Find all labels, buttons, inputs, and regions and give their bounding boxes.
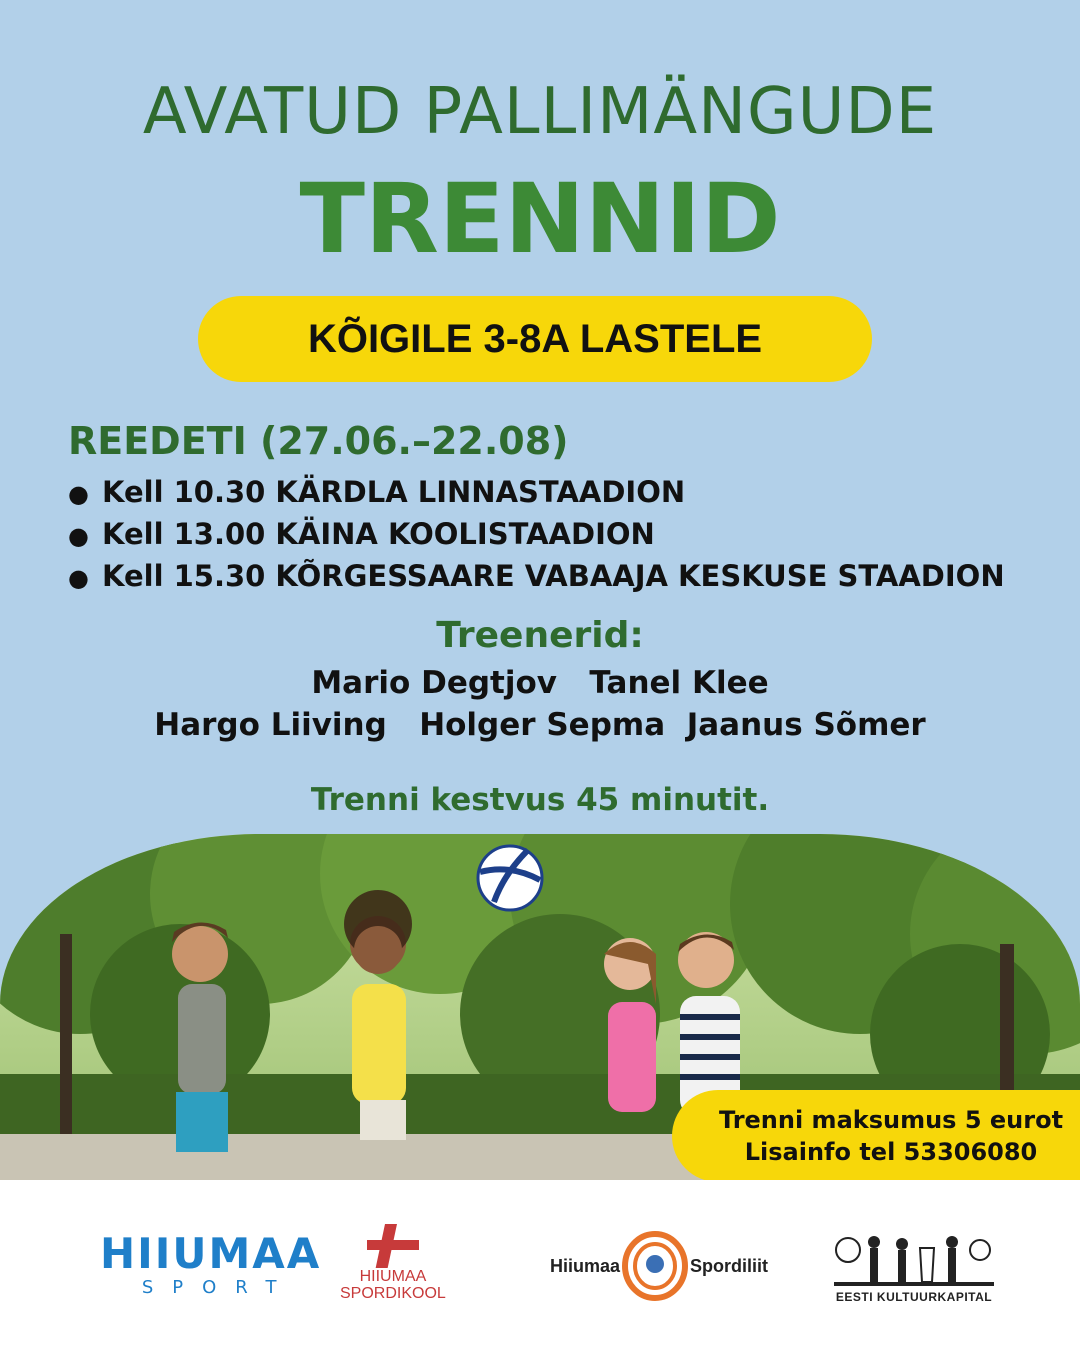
title-line-2: TRENNID — [299, 163, 781, 275]
schedule-list — [68, 472, 1005, 598]
audience-badge — [198, 296, 872, 382]
duration-text: Trenni kestvus 45 minutit. — [310, 782, 770, 818]
schedule-item-text: Kell 13.00 KÄINA KOOLISTAADION — [102, 517, 655, 551]
schedule-item-text: Kell 10.30 KÄRDLA LINNASTAADION — [102, 475, 686, 509]
audience-text: KÕIGILE 3-8A LASTELE — [307, 316, 763, 361]
list-item — [68, 472, 1005, 514]
contact-text: Lisainfo tel 53306080 — [744, 1138, 1038, 1166]
list-item — [68, 514, 1005, 556]
hiiumaa-spordiliit-logo — [550, 1230, 768, 1302]
hiiumaa-sport-sub: SPORT — [141, 1277, 296, 1298]
spordiliit-right: Spordiliit — [690, 1255, 769, 1276]
eesti-kultuurkapital-logo — [834, 1228, 994, 1304]
schedule-item-text: Kell 15.30 KÕRGESSAARE VABAAJA KESKUSE STAADION — [102, 559, 1005, 593]
price-text: Trenni maksumus 5 eurot — [718, 1106, 1064, 1134]
hiiumaa-sport-main: HIIUMAA — [100, 1229, 322, 1278]
spordikool-cross-icon — [363, 1224, 423, 1268]
bullet-dot-icon: ● — [68, 522, 89, 550]
hiiumaa-spordikool-logo — [340, 1224, 446, 1302]
price-box — [672, 1090, 1080, 1182]
kultuurkapital-text: EESTI KULTUURKAPITAL — [835, 1290, 993, 1304]
spordiliit-track-icon — [620, 1230, 690, 1302]
list-item — [68, 556, 1005, 598]
kultuurkapital-figures-icon — [834, 1228, 994, 1290]
schedule-heading: REEDETI (27.06.–22.08) — [68, 419, 569, 463]
bullet-dot-icon: ● — [68, 564, 89, 592]
title-line-1: AVATUD PALLIMÄNGUDE — [142, 75, 938, 149]
volleyball-icon — [478, 846, 542, 910]
coaches-line-1: Mario Degtjov Tanel Klee — [311, 665, 769, 701]
bullet-dot-icon: ● — [68, 480, 89, 508]
spordiliit-left: Hiiumaa — [550, 1255, 621, 1276]
hiiumaa-sport-logo — [100, 1229, 322, 1300]
coaches-line-2: Hargo Liiving Holger Sepma Jaanus Sõmer — [154, 707, 926, 743]
spordikool-line-2: SPORDIKOOL — [340, 1285, 446, 1302]
sponsor-footer — [0, 1180, 1080, 1350]
coaches-title: Treenerid: — [436, 615, 644, 656]
spordikool-line-1: HIIUMAA — [359, 1268, 427, 1285]
